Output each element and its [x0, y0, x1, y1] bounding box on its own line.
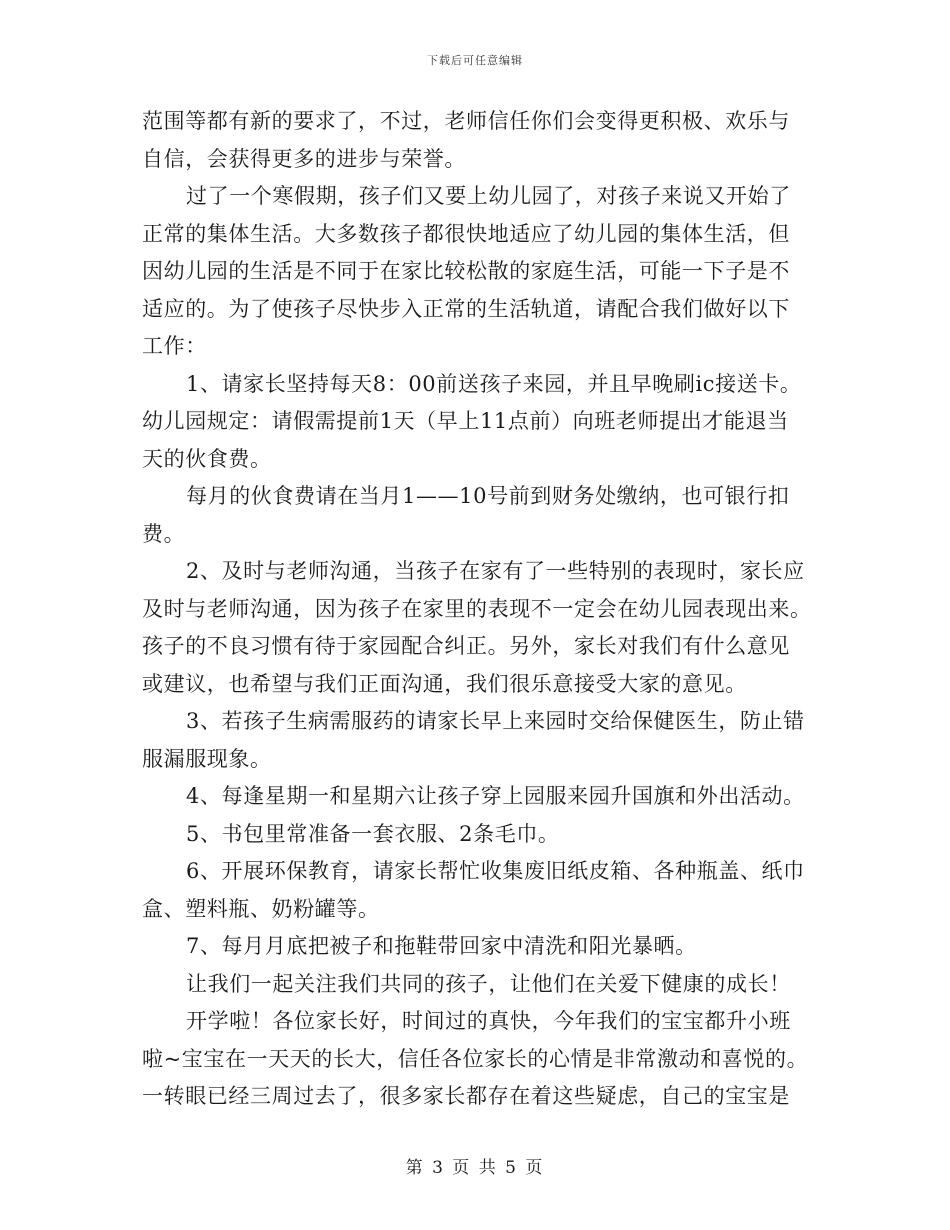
list-item-2: 2、及时与老师沟通，当孩子在家有了一些特别的表现时，家长应	[186, 559, 805, 583]
text-line: 盒、塑料瓶、奶粉罐等。	[142, 896, 380, 921]
text-line: 自信，会获得更多的进步与荣誉。	[142, 146, 466, 171]
text-line: 范围等都有新的要求了，不过，老师信任你们会变得更积极、欢乐与	[142, 109, 790, 133]
text-line: 幼儿园规定：请假需提前1天（早上11点前）向班老师提出才能退当	[142, 409, 789, 433]
list-item-1: 1、请家长坚持每天8：00前送孩子来园，并且早晚刷ic接送卡。	[186, 371, 802, 396]
text-line: 一转眼已经三周过去了，很多家长都存在着这些疑虑，自己的宝宝是	[142, 1084, 790, 1108]
paragraph-start: 每月的伙食费请在当月1——10号前到财务处缴纳，也可银行扣	[186, 484, 790, 508]
list-item-5: 5、书包里常准备一套衣服、2条毛巾。	[186, 821, 560, 846]
text-line: 服漏服现象。	[142, 746, 272, 771]
list-item-7: 7、每月月底把被子和拖鞋带回家中清洗和阳光暴晒。	[186, 934, 697, 958]
list-item-3: 3、若孩子生病需服药的请家长早上来园时交给保健医生，防止错	[186, 709, 805, 733]
text-line: 或建议，也希望与我们正面沟通，我们很乐意接受大家的意见。	[142, 671, 747, 696]
text-line: 及时与老师沟通，因为孩子在家里的表现不一定会在幼儿园表现出来。	[142, 596, 812, 621]
list-item-6: 6、开展环保教育，请家长帮忙收集废旧纸皮箱、各种瓶盖、纸巾	[186, 859, 805, 883]
text-line: 啦~宝宝在一天天的长大，信任各位家长的心情是非常激动和喜悦的。	[142, 1046, 809, 1071]
list-item-4: 4、每逢星期一和星期六让孩子穿上园服来园升国旗和外出活动。	[186, 784, 805, 808]
text-line: 孩子的不良习惯有待于家园配合纠正。另外，家长对我们有什么意见	[142, 634, 790, 658]
paragraph-start: 过了一个寒假期，孩子们又要上幼儿园了，对孩子来说又开始了	[186, 184, 791, 208]
page-number: 第 3 页 共 5 页	[405, 1158, 545, 1178]
text-line: 因幼儿园的生活是不同于在家比较松散的家庭生活，可能一下子是不	[142, 259, 790, 283]
document-body	[142, 103, 812, 1116]
page-header: 下载后可任意编辑	[427, 54, 523, 67]
text-line: 费。	[142, 521, 186, 546]
text-line: 天的伙食费。	[142, 446, 272, 471]
text-line: 正常的集体生活。大多数孩子都很快地适应了幼儿园的集体生活，但	[142, 221, 790, 246]
paragraph-start: 开学啦！各位家长好，时间过的真快，今年我们的宝宝都升小班	[186, 1009, 791, 1033]
paragraph-start: 让我们一起关注我们共同的孩子，让他们在关爱下健康的成长！	[186, 971, 791, 996]
text-line: 适应的。为了使孩子尽快步入正常的生活轨道，请配合我们做好以下	[142, 296, 790, 321]
text-line: 工作：	[142, 334, 207, 358]
